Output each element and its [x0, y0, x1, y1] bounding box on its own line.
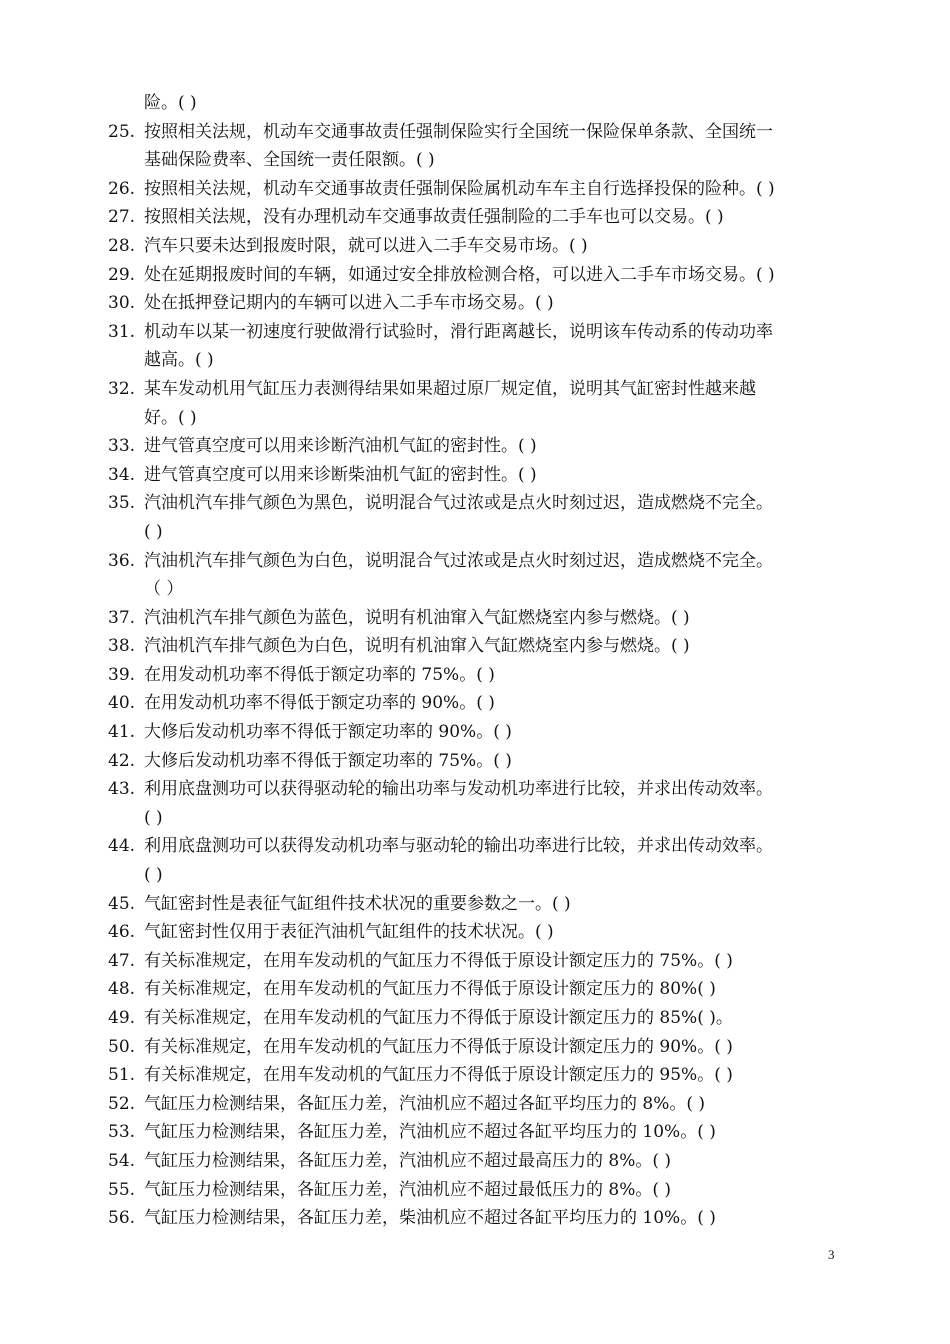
question-number: 44. [108, 836, 136, 857]
question-number: 51. [108, 1065, 136, 1086]
page-number: 3 [828, 1247, 835, 1262]
question-text: 汽车只要未达到报废时限，就可以进入二手车交易市场。( ) [144, 235, 588, 256]
question-text: 大修后发动机功率不得低于额定功率的 90%。( ) [144, 722, 512, 743]
question-text: 汽油机汽车排气颜色为蓝色，说明有机油窜入气缸燃烧室内参与燃烧。( ) [144, 607, 690, 628]
question-item [108, 1118, 853, 1147]
question-number [108, 346, 144, 375]
question-item [108, 1204, 853, 1233]
question-text: 处在抵押登记期内的车辆可以进入二手车市场交易。( ) [144, 293, 554, 314]
question-item [108, 661, 853, 690]
question-number [108, 518, 144, 547]
question-text: 有关标准规定，在用车发动机的气缸压力不得低于原设计额定压力的 75%。( ) [144, 950, 733, 971]
question-number: 39. [108, 664, 136, 685]
question-item [108, 890, 853, 919]
question-item [108, 203, 853, 232]
question-continuation [108, 518, 853, 547]
question-number: 36. [108, 550, 136, 571]
question-number: 43. [108, 779, 136, 800]
question-number: 52. [108, 1093, 136, 1114]
question-text: 在用发动机功率不得低于额定功率的 75%。( ) [144, 664, 495, 685]
question-item [108, 289, 853, 318]
question-item [108, 832, 853, 861]
question-number: 29. [108, 264, 136, 285]
question-text: 大修后发动机功率不得低于额定功率的 75%。( ) [144, 750, 512, 771]
question-text: 气缸压力检测结果，各缸压力差，汽油机应不超过最低压力的 8%。( ) [144, 1179, 672, 1200]
question-number: 47. [108, 950, 136, 971]
question-text: 越高。( ) [144, 350, 214, 371]
question-continuation [108, 146, 853, 175]
question-item [108, 1176, 853, 1205]
question-text: 在用发动机功率不得低于额定功率的 90%。( ) [144, 693, 495, 714]
question-text: 基础保险费率、全国统一责任限额。( ) [144, 150, 435, 171]
question-item [108, 689, 853, 718]
question-item [108, 918, 853, 947]
question-item [108, 947, 853, 976]
question-number: 54. [108, 1150, 136, 1171]
question-item [108, 175, 853, 204]
question-number: 38. [108, 636, 136, 657]
question-text: 气缸压力检测结果，各缸压力差，汽油机应不超过各缸平均压力的 10%。( ) [144, 1122, 716, 1143]
question-item [108, 261, 853, 290]
question-number: 35. [108, 493, 136, 514]
question-item [108, 632, 853, 661]
question-text: 气缸密封性是表征气缸组件技术状况的重要参数之一。( ) [144, 893, 571, 914]
question-text: 气缸压力检测结果，各缸压力差，柴油机应不超过各缸平均压力的 10%。( ) [144, 1208, 716, 1229]
question-text: 有关标准规定，在用车发动机的气缸压力不得低于原设计额定压力的 95%。( ) [144, 1065, 733, 1086]
question-text: 汽油机汽车排气颜色为黑色，说明混合气过浓或是点火时刻过迟，造成燃烧不完全。 [144, 493, 773, 514]
question-number [108, 575, 144, 604]
question-number [108, 89, 144, 118]
question-number: 31. [108, 321, 136, 342]
question-continuation [108, 404, 853, 433]
question-text: 利用底盘测功可以获得驱动轮的输出功率与发动机功率进行比较，并求出传动效率。 [144, 779, 773, 800]
question-text: 气缸密封性仅用于表征汽油机气缸组件的技术状况。( ) [144, 922, 554, 943]
question-text: 气缸压力检测结果，各缸压力差，汽油机应不超过各缸平均压力的 8%。( ) [144, 1093, 706, 1114]
question-item [108, 1090, 853, 1119]
question-text: 好。( ) [144, 407, 197, 428]
question-text: 按照相关法规，机动车交通事故责任强制保险属机动车车主自行选择投保的险种。( ) [144, 178, 775, 199]
question-text: 险。( ) [144, 93, 197, 113]
question-number: 32. [108, 378, 136, 399]
question-item [108, 747, 853, 776]
question-number [108, 146, 144, 175]
question-number: 40. [108, 693, 136, 714]
question-text: （ ） [144, 579, 184, 600]
question-item [108, 604, 853, 633]
question-number: 34. [108, 464, 136, 485]
question-number: 27. [108, 207, 136, 228]
question-item [108, 489, 853, 518]
question-item [108, 1004, 853, 1033]
question-number: 49. [108, 1008, 136, 1028]
question-number: 56. [108, 1208, 136, 1229]
question-continuation [108, 346, 853, 375]
question-item [108, 775, 853, 804]
question-item [108, 318, 853, 347]
question-continuation [108, 861, 853, 890]
question-item [108, 547, 853, 576]
question-text: 有关标准规定，在用车发动机的气缸压力不得低于原设计额定压力的 85%( )。 [144, 1008, 733, 1028]
question-number: 25. [108, 121, 136, 142]
question-continuation [108, 575, 853, 604]
question-number: 42. [108, 750, 136, 771]
question-number: 50. [108, 1036, 136, 1057]
question-text: 机动车以某一初速度行驶做滑行试验时，滑行距离越长，说明该车传动系的传动功率 [144, 321, 773, 342]
question-text: 汽油机汽车排气颜色为白色，说明有机油窜入气缸燃烧室内参与燃烧。( ) [144, 636, 690, 657]
question-number: 41. [108, 722, 136, 743]
question-number: 33. [108, 436, 136, 457]
question-item [108, 118, 853, 147]
question-list [108, 89, 853, 1233]
question-number: 55. [108, 1179, 136, 1200]
question-text: ( ) [144, 521, 163, 542]
question-item [108, 375, 853, 404]
question-text: ( ) [144, 865, 163, 886]
question-text: ( ) [144, 807, 163, 828]
question-text: 进气管真空度可以用来诊断柴油机气缸的密封性。( ) [144, 464, 537, 485]
question-continuation [108, 804, 853, 833]
question-item [108, 1147, 853, 1176]
question-text: 处在延期报废时间的车辆，如通过安全排放检测合格，可以进入二手车市场交易。( ) [144, 264, 775, 285]
question-text: 利用底盘测功可以获得发动机功率与驱动轮的输出功率进行比较，并求出传动效率。 [144, 836, 773, 857]
question-number: 53. [108, 1122, 136, 1143]
question-text: 某车发动机用气缸压力表测得结果如果超过原厂规定值，说明其气缸密封性越来越 [144, 378, 756, 399]
question-item [108, 232, 853, 261]
question-item [108, 1061, 853, 1090]
question-continuation [108, 89, 853, 118]
question-item [108, 975, 853, 1004]
question-number: 46. [108, 922, 136, 943]
question-text: 有关标准规定，在用车发动机的气缸压力不得低于原设计额定压力的 80%( ) [144, 979, 716, 1000]
question-item [108, 718, 853, 747]
question-number [108, 804, 144, 833]
question-number: 45. [108, 893, 136, 914]
question-text: 按照相关法规，没有办理机动车交通事故责任强制险的二手车也可以交易。( ) [144, 207, 724, 228]
question-item [108, 461, 853, 490]
question-text: 有关标准规定，在用车发动机的气缸压力不得低于原设计额定压力的 90%。( ) [144, 1036, 733, 1057]
question-number: 26. [108, 178, 136, 199]
question-item [108, 432, 853, 461]
question-text: 按照相关法规，机动车交通事故责任强制保险实行全国统一保险保单条款、全国统一 [144, 121, 773, 142]
question-text: 汽油机汽车排气颜色为白色，说明混合气过浓或是点火时刻过迟，造成燃烧不完全。 [144, 550, 773, 571]
question-text: 气缸压力检测结果，各缸压力差，汽油机应不超过最高压力的 8%。( ) [144, 1150, 672, 1171]
question-text: 进气管真空度可以用来诊断汽油机气缸的密封性。( ) [144, 436, 537, 457]
question-item [108, 1033, 853, 1062]
question-number: 30. [108, 293, 136, 314]
question-number: 28. [108, 235, 136, 256]
question-number: 37. [108, 607, 136, 628]
question-number [108, 404, 144, 433]
question-number: 48. [108, 979, 136, 1000]
question-number [108, 861, 144, 890]
